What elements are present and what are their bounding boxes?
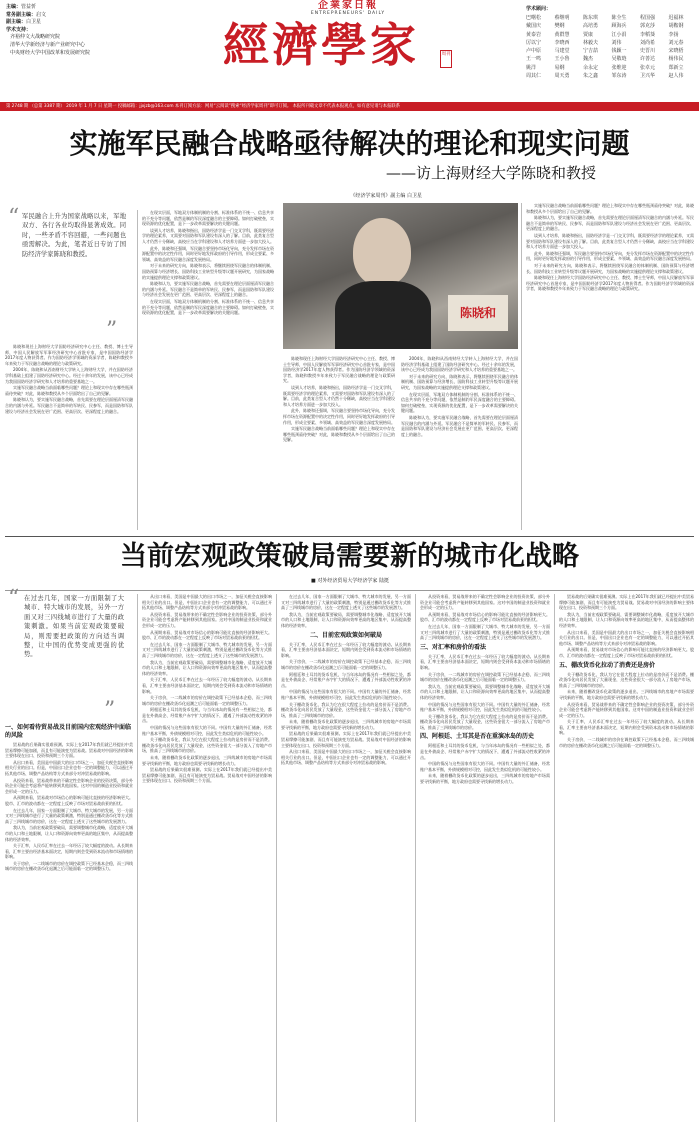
scholar-name: 史晋川: [640, 48, 656, 55]
article1-title: 实施军民融合战略亟待解决的理论和现实问题: [69, 127, 630, 160]
article2-pull-quote: 在过去几年，国家一方面限制了大城市、特大城市的发展，另外一方面又对三四线城市进行了大量的政策刺激。如果当前宏观政策要破局，则需要把政策的方向适当调整，让中国的优势变成更强的优势。: [24, 595, 124, 659]
section-heading-2: 二、目前宏观政策如何破局: [309, 631, 382, 639]
scholar-name: 卫兴华: [640, 73, 656, 80]
scholar-name: 易纲: [554, 64, 565, 71]
scholar-name: 宋晓梧: [668, 48, 684, 55]
scholar-name: 张维迎: [611, 64, 627, 71]
scholar-name: 赵人伟: [668, 73, 684, 80]
scholar-name: 李扬: [668, 31, 679, 38]
article2-byline: ■ 对外经济贸易大学经济学家 陆挺: [311, 578, 389, 584]
scholar-name: 刘尚希: [640, 39, 656, 46]
photo-caption: 陈晓和: [459, 306, 496, 320]
article1-byline: 《经济学家周刊》副主编 白卫星: [350, 193, 422, 199]
staff-line: 齐裕仲文大战略研究院: [10, 34, 61, 41]
scholar-name: 樊纲: [554, 23, 565, 30]
scholars-box: [526, 6, 694, 80]
logo-seal: 周刊: [440, 50, 452, 68]
scholar-name: 黄泰岩: [526, 31, 542, 38]
staff-line: 学术支持：: [6, 26, 32, 33]
article1-col-4: 2004年，陈晓和从西南财经大学转入上海财经大学，并在国防经济学科基础上组建了国防经济研究中心。经过十余年的发展，该中心已经成为我国国防经济学研究和人才培养的重要基地之一。 对于未来的研究方向，陈晓和表示，将继续围绕军民融合的体制机制、国防预算与经济增长、国防科技工业转型升级等议题开展研究，为国家战略的实施提供理论支撑和政策建议。 在现实层面，军地双方体制机制的分割、标准体系的不统一、信息共享的不充分等问题，依然是制约军民深度融合的主要障碍。如何打破壁垒，实现资源的优化配置，是下一步改革需要解决的关键问题。 陈晓和认为，要实施军民融合战略，首先需要在理论层面厘清军民融合的内涵与外延。军民融合不是简单的军转民、民参军，而是国防和军队建设与经济社会发展在更广范围、更高层次、更深程度上的融合。: [401, 356, 518, 437]
photo-jacket: [335, 281, 431, 349]
scholar-name: 朱之鑫: [583, 73, 599, 80]
staff-box: [6, 4, 116, 57]
scholar-name: 许善达: [640, 56, 656, 63]
photo-face: [353, 218, 411, 286]
column-divider: [137, 210, 138, 530]
section-heading-1: 一、如何看待贸易战及目前国内宏观经济中面临的风险: [5, 724, 132, 739]
article2-col-4: 从投资来看，贸易战带来的不确定性会影响企业的投资决策，部分外资企业可能会考虑将产能转移到其他国家。这对中国的制造业投资和就业会形成一定的压力。 从预期来看，贸易战对市场信心的影响可能比直接的经济影响更大。股市、汇市的波动都在一定程度上反映了市场对贸易战前景的担忧。 在过去几年，国家一方面限制了大城市、特大城市的发展，另一方面又对三四线城市进行了大量的政策刺激，特别是通过棚改货币化等方式推高了三四线城市的房价，这在一定程度上透支了这些城市的发展潜力。 三、对汇率和房价的看法 关于汇率，人民币汇率在过去一年经历了较大幅度的波动。从长期来看，汇率主要由经济基本面决定，短期内则会受到资本流动和市场情绪的影响。 关于房价，一二线城市的房价在调控政策下已经基本企稳，而三四线城市的房价在棚改货币化退潮之后可能面临一定的调整压力。 我认为，当前宏观政策要破局，需要调整城市化战略，适度放开大城市的人口和土地限制，让人口和资源向效率更高的地区集中，从而提高整体的经济效率。 中国的情况与这些国家有很大的不同。中国有大量的外汇储备，经常账户基本平衡，外债规模相对可控，因此发生类似危机的可能性较小。 关于棚改货币化，我认为它在很大程度上拉动的是房价而不是消费。棚改货币化向居民发放了大量现金，这些资金很大一部分流入了房地产市场，推高了三四线城市的房价。 四、阿根廷、土耳其是否在重演冰岛的历史 阿根廷和土耳其的货币危机，与当年冰岛的情况有一些相似之处，都是在外债高企、经常账户赤字扩大的情况下，遭遇了外部流动性收紧的冲击。 中国的情况与这些国家有很大的不同。中国有大量的外汇储备，经常账户基本平衡，外债规模相对可控，因此发生类似危机的可能性较小。 未来，随着棚改货币化政策的逐步退出，三四线城市的房地产市场需要寻找新的平衡，地方政府也需要寻找新的增长动力。: [420, 594, 550, 785]
scholar-name: 陈全生: [611, 15, 627, 21]
quote-open-icon: “: [8, 205, 20, 230]
scholar-name: 黄群慧: [554, 31, 570, 38]
column-divider: [137, 594, 138, 1122]
staff-line: 中央财经大学中国改革和发展研究院: [10, 49, 91, 56]
scholar-name: 王小鲁: [554, 56, 570, 63]
scholar-name: 胡鞍钢: [668, 23, 684, 30]
byline-rule: [5, 590, 694, 591]
quote-close-icon: ”: [106, 318, 118, 343]
scholar-name: 高培勇: [583, 23, 599, 30]
article2-title: 当前宏观政策破局需要新的城市化战略: [120, 541, 579, 572]
quote-close-icon: ”: [104, 698, 116, 723]
staff-line: 主编：管益忻: [6, 4, 37, 10]
scholar-name: 戴国庆: [526, 23, 542, 30]
scholar-name: 厉以宁: [526, 39, 542, 46]
section-heading-3: 三、对汇率和房价的看法: [420, 643, 487, 651]
scholar-name: 马建堂: [554, 48, 570, 55]
newspaper-name: 企業家日報: [318, 0, 378, 11]
scholar-name: 钱颖一: [611, 48, 627, 55]
scholar-name: 周其仁: [526, 73, 542, 80]
scholar-name: 杨伟民: [668, 56, 684, 63]
column-divider: [415, 594, 416, 1122]
column-divider: [554, 594, 555, 1122]
newspaper-name-en: ENTREPRENEURS' DAILY: [310, 11, 386, 16]
scholar-name: 姚洋: [526, 64, 537, 71]
section-heading-4: 四、阿根廷、土耳其是否在重演冰岛的历史: [420, 733, 535, 741]
scholars-list: [526, 14, 694, 80]
article1-col-3: 陈晓和现任上海财经大学国防经济研究中心主任、教授、博士生导师，中国人民解放军军事经济研究中心首批专家，是中国国防经济学2017年度人物获得者。作为国防经济学领域的资深学者，陈晓和教授多年来致力于军民融合战略的理论与政策研究。 谈到人才培养，陈晓和指出，国防经济学是一门交叉学科，既需要经济学的理论素养，又需要对国防和军队建设有深入的了解。目前，此类复合型人才仍然十分稀缺，高校应当在学科建设和人才培养方面进一步加大投入。 此外，陈晓和还强调，军民融合要坚持市场化导向，充分发挥市场在资源配置中的决定性作用，同时更好地发挥政府的引导作用，形成全要素、多领域、高效益的军民融合深度发展格局。 实施军民融合战略当前面临哪些问题？理论上和现实中存在哪些瓶颈亟待突破？对此，陈晓和教授从多个层面给出了自己的见解。: [283, 356, 395, 443]
scholar-name: 王一鸣: [526, 56, 542, 63]
logo: 經濟學家: [223, 18, 419, 72]
article1-col-2: 在现实层面，军地双方体制机制的分割、标准体系的不统一、信息共享的不充分等问题，依然是制约军民深度融合的主要障碍。如何打破壁垒，实现资源的优化配置，是下一步改革需要解决的关键问题。 谈到人才培养，陈晓和指出，国防经济学是一门交叉学科，既需要经济学的理论素养，又需要对国防和军队建设有深入的了解。目前，此类复合型人才仍然十分稀缺，高校应当在学科建设和人才培养方面进一步加大投入。 此外，陈晓和还强调，军民融合要坚持市场化导向，充分发挥市场在资源配置中的决定性作用，同时更好地发挥政府的引导作用，形成全要素、多领域、高效益的军民融合深度发展格局。 对于未来的研究方向，陈晓和表示，将继续围绕军民融合的体制机制、国防预算与经济增长、国防科技工业转型升级等议题开展研究，为国家战略的实施提供理论支撑和政策建议。 陈晓和认为，要实施军民融合战略，首先需要在理论层面厘清军民融合的内涵与外延。军民融合不是简单的军转民、民参军，而是国防和军队建设与经济社会发展在更广范围、更高层次、更深程度上的融合。 在现实层面，军地双方体制机制的分割、标准体系的不统一、信息共享的不充分等问题，依然是制约军民深度融合的主要障碍。如何打破壁垒，实现资源的优化配置，是下一步改革需要解决的关键问题。: [142, 210, 274, 316]
article1-col-5: 实施军民融合战略当前面临哪些问题？理论上和现实中存在哪些瓶颈亟待突破？对此，陈晓和教授从多个层面给出了自己的见解。 陈晓和认为，要实施军民融合战略，首先需要在理论层面厘清军民融合的内涵与外延。军民融合不是简单的军转民、民参军，而是国防和军队建设与经济社会发展在更广范围、更高层次、更深程度上的融合。 谈到人才培养，陈晓和指出，国防经济学是一门交叉学科，既需要经济学的理论素养，又需要对国防和军队建设有深入的了解。目前，此类复合型人才仍然十分稀缺，高校应当在学科建设和人才培养方面进一步加大投入。 此外，陈晓和还强调，军民融合要坚持市场化导向，充分发挥市场在资源配置中的决定性作用，同时更好地发挥政府的引导作用，形成全要素、多领域、高效益的军民融合深度发展格局。 对于未来的研究方向，陈晓和表示，将继续围绕军民融合的体制机制、国防预算与经济增长、国防科技工业转型升级等议题开展研究，为国家战略的实施提供理论支撑和政策建议。 陈晓和现任上海财经大学国防经济研究中心主任、教授、博士生导师，中国人民解放军军事经济研究中心首批专家，是中国国防经济学2017年度人物获得者。作为国防经济学领域的资深学者，陈晓和教授多年来致力于军民融合战略的理论与政策研究。: [526, 203, 694, 292]
scholar-name: 陈东琪: [583, 15, 599, 21]
scholar-name: 周天勇: [554, 73, 570, 80]
scholar-name: 贾康: [583, 31, 594, 38]
interview-photo: [283, 203, 518, 349]
scholar-name: 李稻葵: [640, 31, 656, 38]
article2-col-2: 从出口来看，美国是中国最大的出口市场之一，加征关税会直接影响相关行业的出口。但是，中国出口企业也有一定的调整能力，可以通过开拓其他市场、调整产品结构等方式来部分对冲贸易战的影响。 从投资来看，贸易战带来的不确定性会影响企业的投资决策，部分外资企业可能会考虑将产能转移到其他国家。这对中国的制造业投资和就业会形成一定的压力。 从预期来看，贸易战对市场信心的影响可能比直接的经济影响更大。股市、汇市的波动都在一定程度上反映了市场对贸易战前景的担忧。 在过去几年，国家一方面限制了大城市、特大城市的发展，另一方面又对三四线城市进行了大量的政策刺激，特别是通过棚改货币化等方式推高了三四线城市的房价，这在一定程度上透支了这些城市的发展潜力。 我认为，当前宏观政策要破局，需要调整城市化战略，适度放开大城市的人口和土地限制，让人口和资源向效率更高的地区集中，从而提高整体的经济效率。 关于汇率，人民币汇率在过去一年经历了较大幅度的波动。从长期来看，汇率主要由经济基本面决定，短期内则会受到资本流动和市场情绪的影响。 关于房价，一二线城市的房价在调控政策下已经基本企稳，而三四线城市的房价在棚改货币化退潮之后可能面临一定的调整压力。 阿根廷和土耳其的货币危机，与当年冰岛的情况有一些相似之处，都是在外债高企、经常账户赤字扩大的情况下，遭遇了外部流动性收紧的冲击。 中国的情况与这些国家有很大的不同。中国有大量的外汇储备，经常账户基本平衡，外债规模相对可控，因此发生类似危机的可能性较小。 关于棚改货币化，我认为它在很大程度上拉动的是房价而不是消费。棚改货币化向居民发放了大量现金，这些资金很大一部分流入了房地产市场，推高了三四线城市的房价。 未来，随着棚改货币化政策的逐步退出，三四线城市的房地产市场需要寻找新的平衡，地方政府也需要寻找新的增长动力。 贸易战的后果确实很难预测。实际上在2017年我们就已经提出中美贸易摩擦可能加剧，而且有可能演变为贸易战。贸易战对中国经济的影响主要体现在出口、投资和预期三个方面。: [142, 594, 272, 784]
scholars-title: 学术顾问：: [526, 6, 552, 12]
scholar-name: 林毅夫: [583, 39, 599, 46]
scholar-name: 迟福林: [668, 15, 684, 21]
scholar-name: 刘元春: [668, 39, 684, 46]
section-heading-5: 五、棚改货币化拉动了消费还是房价: [559, 661, 656, 669]
scholar-name: 李晓西: [554, 39, 570, 46]
article2-col-3: 在过去几年，国家一方面限制了大城市、特大城市的发展，另一方面又对三四线城市进行了大量的政策刺激，特别是通过棚改货币化等方式推高了三四线城市的房价，这在一定程度上透支了这些城市的发展潜力。 我认为，当前宏观政策要破局，需要调整城市化战略，适度放开大城市的人口和土地限制，让人口和资源向效率更高的地区集中，从而提高整体的经济效率。 二、目前宏观政策如何破局 关于汇率，人民币汇率在过去一年经历了较大幅度的波动。从长期来看，汇率主要由经济基本面决定，短期内则会受到资本流动和市场情绪的影响。 关于房价，一二线城市的房价在调控政策下已经基本企稳，而三四线城市的房价在棚改货币化退潮之后可能面临一定的调整压力。 阿根廷和土耳其的货币危机，与当年冰岛的情况有一些相似之处，都是在外债高企、经常账户赤字扩大的情况下，遭遇了外部流动性收紧的冲击。 中国的情况与这些国家有很大的不同。中国有大量的外汇储备，经常账户基本平衡，外债规模相对可控，因此发生类似危机的可能性较小。 关于棚改货币化，我认为它在很大程度上拉动的是房价而不是消费。棚改货币化向居民发放了大量现金，这些资金很大一部分流入了房地产市场，推高了三四线城市的房价。 未来，随着棚改货币化政策的逐步退出，三四线城市的房地产市场需要寻找新的平衡，地方政府也需要寻找新的增长动力。 贸易战的后果确实很难预测。实际上在2017年我们就已经提出中美贸易摩擦可能加剧，而且有可能演变为贸易战。贸易战对中国经济的影响主要体现在出口、投资和预期三个方面。 从出口来看，美国是中国最大的出口市场之一，加征关税会直接影响相关行业的出口。但是，中国出口企业也有一定的调整能力，可以通过开拓其他市场、调整产品结构等方式来部分对冲贸易战的影响。: [281, 594, 411, 766]
column-divider: [276, 594, 277, 1122]
article1-col-1: 陈晓和现任上海财经大学国防经济研究中心主任、教授、博士生导师，中国人民解放军军事经济研究中心首批专家，是中国国防经济学2017年度人物获得者。作为国防经济学领域的资深学者，陈晓和教授多年来致力于军民融合战略的理论与政策研究。 2004年，陈晓和从西南财经大学转入上海财经大学，并在国防经济学科基础上组建了国防经济研究中心。经过十余年的发展，该中心已经成为我国国防经济学研究和人才培养的重要基地之一。 实施军民融合战略当前面临哪些问题？理论上和现实中存在哪些瓶颈亟待突破？对此，陈晓和教授从多个层面给出了自己的见解。 陈晓和认为，要实施军民融合战略，首先需要在理论层面厘清军民融合的内涵与外延。军民融合不是简单的军转民、民参军，而是国防和军队建设与经济社会发展在更广范围、更高层次、更深程度上的融合。: [5, 344, 133, 414]
masthead-top: [268, 0, 428, 16]
scholar-name: 魏杰: [583, 56, 594, 63]
scholar-name: 巴曙松: [526, 15, 542, 21]
article1-subtitle: ——访上海财经大学陈晓和教授: [386, 164, 597, 182]
scholar-name: 吴敬琏: [611, 56, 627, 63]
article1-pull-quote: 军民融合上升为国家战略以来，军地双方、各行各业均取得显著成效。同时，一些矛盾不容回避，一些问题也亟需解决。为此，笔者近日专访了国防经济学家陈晓和教授。: [22, 213, 126, 258]
scholar-name: 刘伟: [611, 39, 622, 46]
scholar-name: 郭克莎: [640, 23, 656, 30]
article2-col-5: 贸易战的后果确实很难预测。实际上在2017年我们就已经提出中美贸易摩擦可能加剧，而且有可能演变为贸易战。贸易战对中国经济的影响主要体现在出口、投资和预期三个方面。 我认为，当前宏观政策要破局，需要调整城市化战略，适度放开大城市的人口和土地限制，让人口和资源向效率更高的地区集中，从而提高整体的经济效率。 从出口来看，美国是中国最大的出口市场之一，加征关税会直接影响相关行业的出口。但是，中国出口企业也有一定的调整能力，可以通过开拓其他市场、调整产品结构等方式来部分对冲贸易战的影响。 从预期来看，贸易战对市场信心的影响可能比直接的经济影响更大。股市、汇市的波动都在一定程度上反映了市场对贸易战前景的担忧。 五、棚改货币化拉动了消费还是房价 关于棚改货币化，我认为它在很大程度上拉动的是房价而不是消费。棚改货币化向居民发放了大量现金，这些资金很大一部分流入了房地产市场，推高了三四线城市的房价。 未来，随着棚改货币化政策的逐步退出，三四线城市的房地产市场需要寻找新的平衡，地方政府也需要寻找新的增长动力。 从投资来看，贸易战带来的不确定性会影响企业的投资决策，部分外资企业可能会考虑将产能转移到其他国家。这对中国的制造业投资和就业会形成一定的压力。 关于汇率，人民币汇率在过去一年经历了较大幅度的波动。从长期来看，汇率主要由经济基本面决定，短期内则会受到资本流动和市场情绪的影响。 关于房价，一二线城市的房价在调控政策下已经基本企稳，而三四线城市的房价在棚改货币化退潮之后可能面临一定的调整压力。: [559, 594, 694, 748]
scholar-name: 江小涓: [611, 31, 627, 38]
column-divider: [521, 203, 522, 530]
section-divider: [5, 536, 694, 537]
photo-nameplate: [448, 295, 508, 331]
scholar-name: 张卓元: [640, 64, 656, 71]
staff-line: 清华大学新经济与新产业研究中心: [10, 41, 86, 48]
scholar-name: 郑新立: [668, 64, 684, 71]
scholar-name: 余永定: [583, 64, 599, 71]
scholar-name: 蔡继明: [554, 15, 570, 21]
scholar-name: 宁吉喆: [583, 48, 599, 55]
staff-line: 副主编：白卫星: [6, 19, 42, 26]
issue-bar-text: 第 2748 期 （总第 3387 期） 2019 年 1 月 7 日 星期一 投稿邮箱：jjxjzb@163.com 本刊订阅方法：网易“云阅读”搜索“经济学家周刊”即可订阅。 本报所刊载文章不代表本报观点，如有意见请与本报联系: [6, 104, 400, 109]
issue-bar: [0, 102, 699, 111]
scholar-name: 顾海兵: [611, 23, 627, 30]
scholar-name: 邹东涛: [611, 73, 627, 80]
quote-open-icon: “: [8, 586, 20, 611]
scholar-name: 程国强: [640, 15, 656, 21]
scholar-name: 卢中原: [526, 48, 542, 55]
article2-col-1: 贸易战的后果确实很难预测。实际上在2017年我们就已经提出中美贸易摩擦可能加剧，而且有可能演变为贸易战。贸易战对中国经济的影响主要体现在出口、投资和预期三个方面。 从出口来看，美国是中国最大的出口市场之一，加征关税会直接影响相关行业的出口。但是，中国出口企业也有一定的调整能力，可以通过开拓其他市场、调整产品结构等方式来部分对冲贸易战的影响。 从投资来看，贸易战带来的不确定性会影响企业的投资决策，部分外资企业可能会考虑将产能转移到其他国家。这对中国的制造业投资和就业会形成一定的压力。 从预期来看，贸易战对市场信心的影响可能比直接的经济影响更大。股市、汇市的波动都在一定程度上反映了市场对贸易战前景的担忧。 在过去几年，国家一方面限制了大城市、特大城市的发展，另一方面又对三四线城市进行了大量的政策刺激，特别是通过棚改货币化等方式推高了三四线城市的房价，这在一定程度上透支了这些城市的发展潜力。 我认为，当前宏观政策要破局，需要调整城市化战略，适度放开大城市的人口和土地限制，让人口和资源向效率更高的地区集中，从而提高整体的经济效率。 关于汇率，人民币汇率在过去一年经历了较大幅度的波动。从长期来看，汇率主要由经济基本面决定，短期内则会受到资本流动和市场情绪的影响。 关于房价，一二线城市的房价在调控政策下已经基本企稳，而三四线城市的房价在棚改货币化退潮之后可能面临一定的调整压力。: [5, 742, 133, 872]
staff-line: 常务副主编：启文: [6, 11, 47, 18]
